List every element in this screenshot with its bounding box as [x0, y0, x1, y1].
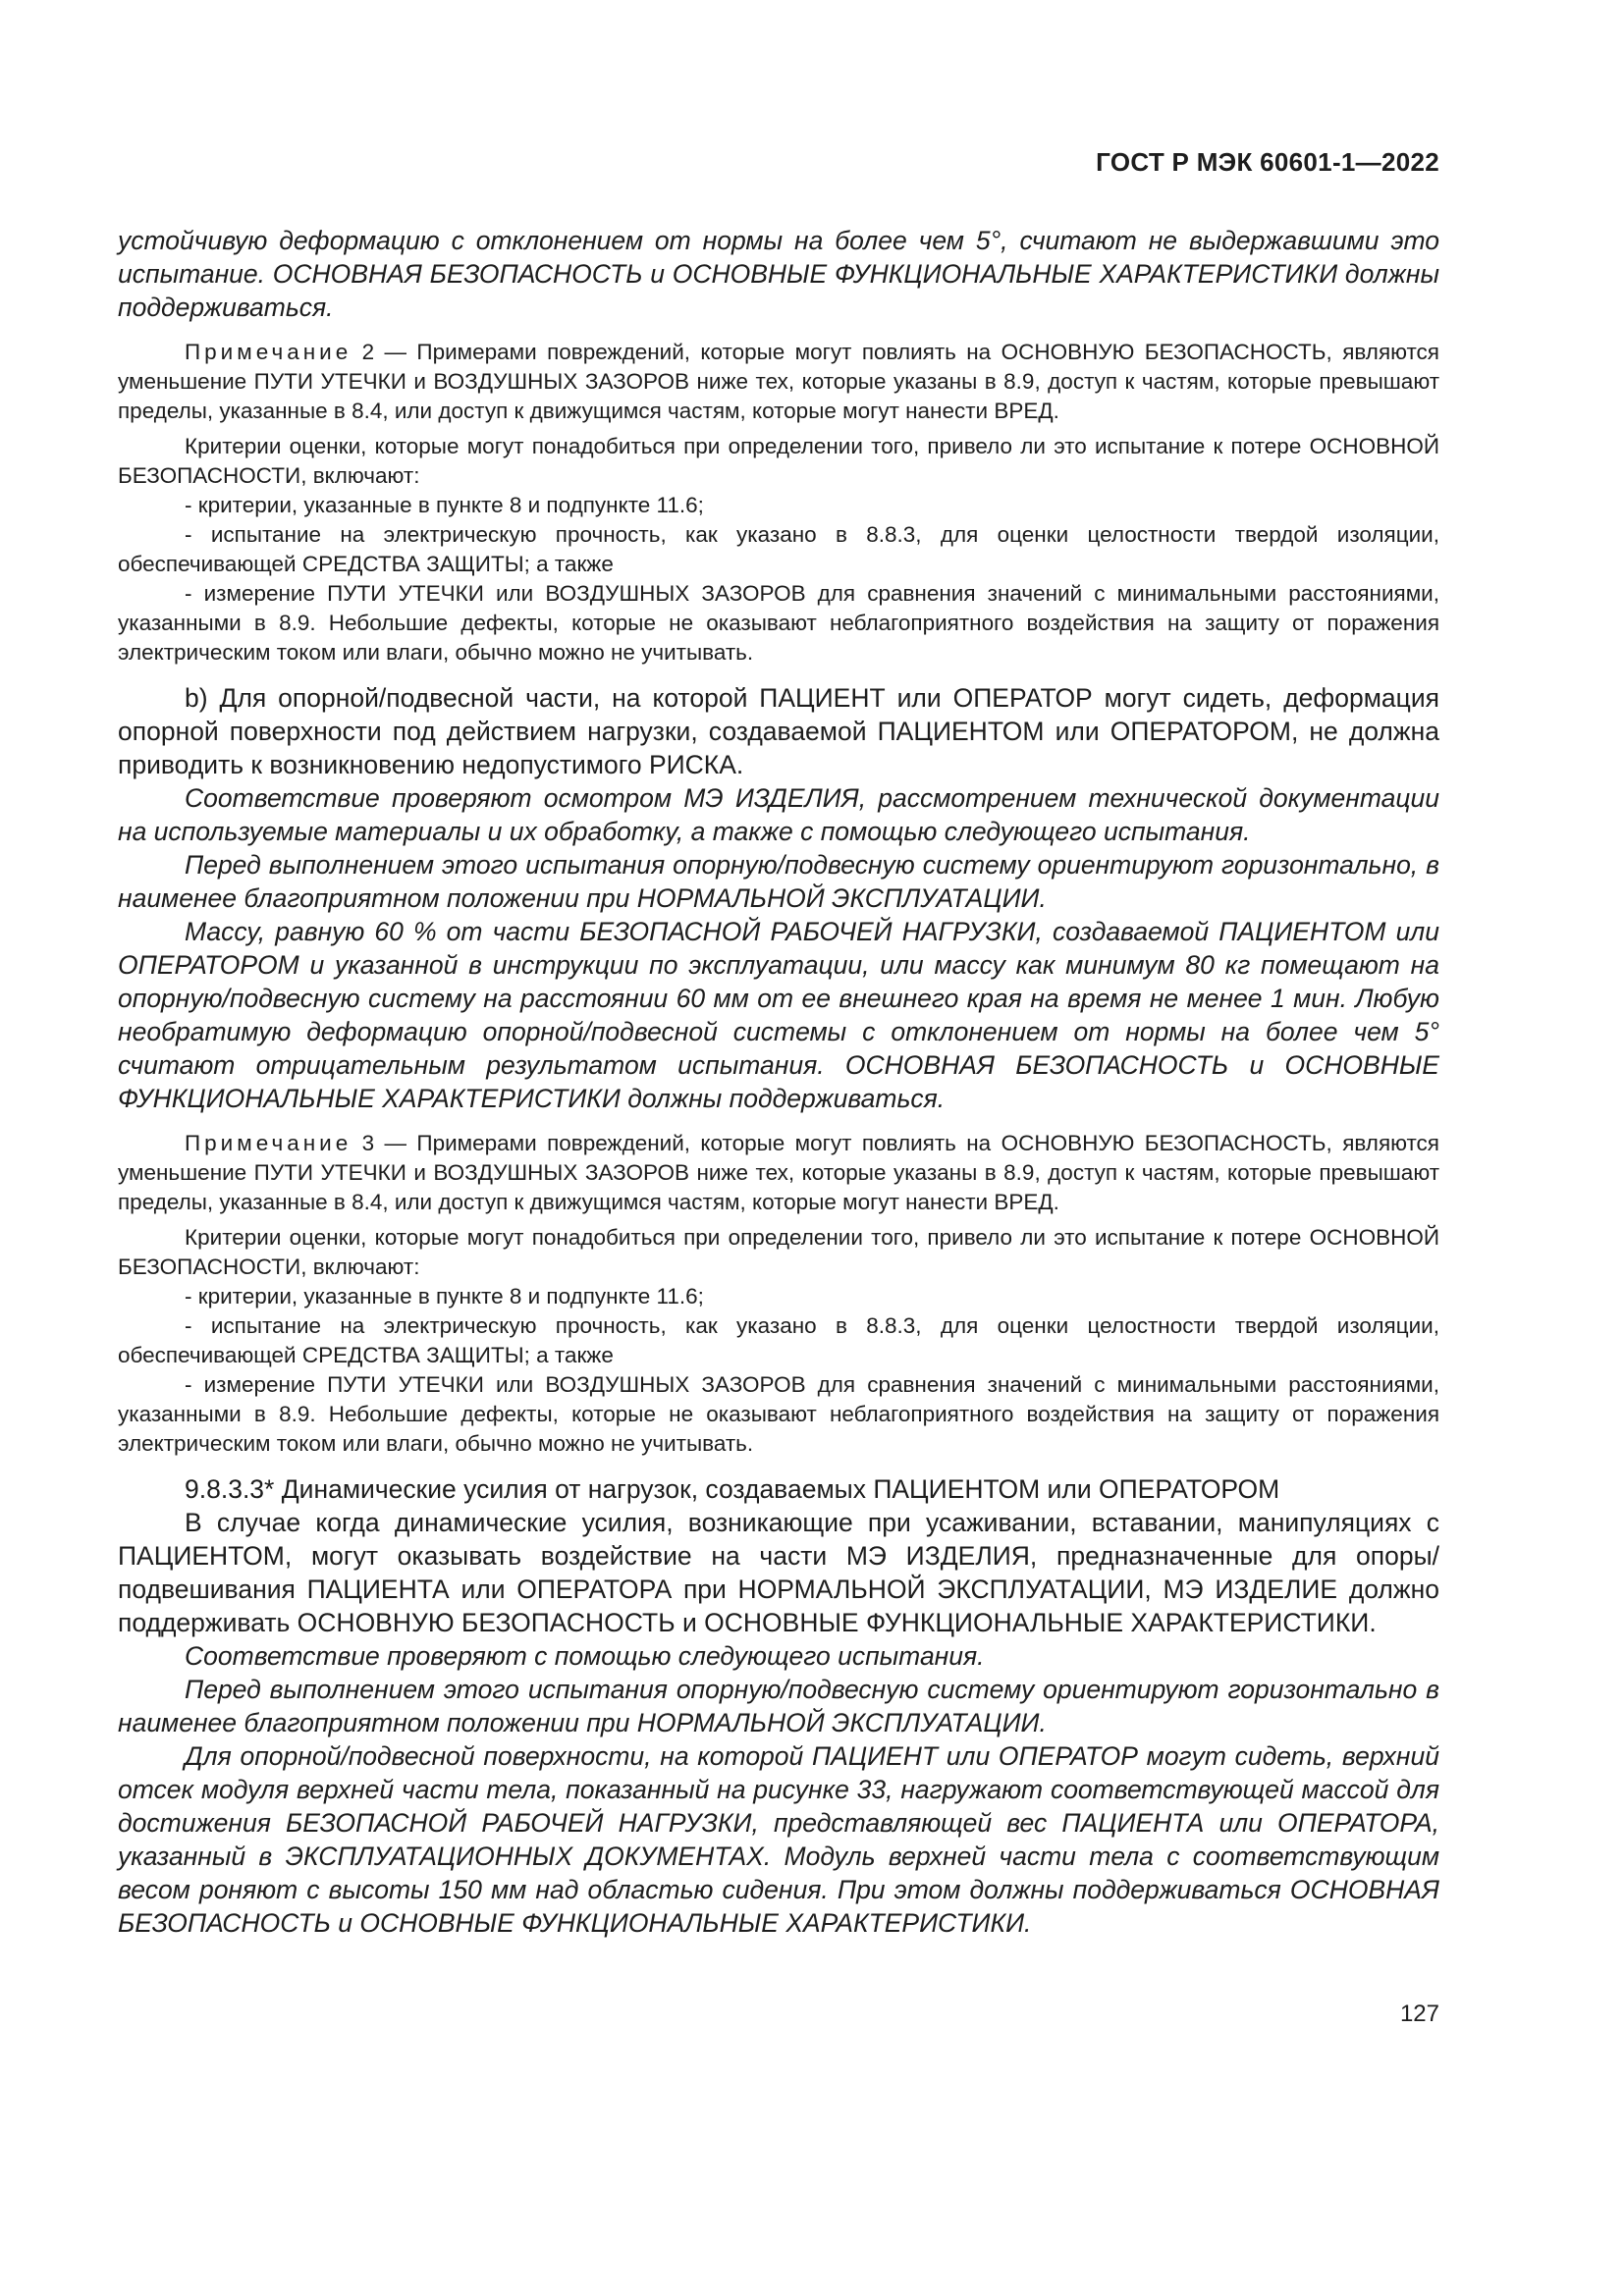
- paragraph: b) Для опорной/подвесной части, на которой ПАЦИЕНТ или ОПЕРАТОР могут сидеть, деформация опорной поверхности под действием нагрузки, создаваемой ПАЦИЕНТОМ или ОПЕРАТОРОМ, не должна приводить к возникновению недопустимого РИСКА.: [118, 683, 1439, 779]
- paragraph: [118, 1129, 1439, 1217]
- paragraph: Критерии оценки, которые могут понадобиться при определении того, привело ли это испытание к потере ОСНОВНОЙ БЕЗОПАСНОСТИ, включают:: [118, 1225, 1439, 1279]
- paragraph: - критерии, указанные в пункте 8 и подпункте 11.6;: [185, 493, 704, 517]
- note-label: Примечание: [185, 340, 352, 364]
- page-body: [118, 224, 1439, 1940]
- paragraph: Перед выполнением этого испытания опорную/подвесную систему ориентируют горизонтально, в наименее благоприятном положении при НОРМАЛЬНОЙ ЭКСПЛУАТАЦИИ.: [118, 850, 1439, 913]
- paragraph: В случае когда динамические усилия, возникающие при усаживании, вставании, манипуляциях с ПАЦИЕНТОМ, могут оказывать воздействие на части МЭ ИЗДЕЛИЯ, предназначенные для опоры/подвешивания ПАЦИЕНТА или ОПЕРАТОРА при НОРМАЛЬНОЙ ЭКСПЛУАТАЦИИ, МЭ ИЗДЕЛИЕ должно поддерживать ОСНОВНУЮ БЕЗОПАСНОСТЬ и ОСНОВНЫЕ ФУНКЦИОНАЛЬНЫЕ ХАРАКТЕРИСТИКИ.: [118, 1508, 1439, 1637]
- paragraph: Критерии оценки, которые могут понадобиться при определении того, привело ли это испытание к потере ОСНОВНОЙ БЕЗОПАСНОСТИ, включают:: [118, 434, 1439, 488]
- page-header-standard: ГОСТ Р МЭК 60601-1—2022: [1096, 147, 1439, 177]
- paragraph: - критерии, указанные в пункте 8 и подпункте 11.6;: [185, 1284, 704, 1308]
- note-text: 3 — Примерами повреждений, которые могут повлиять на ОСНОВНУЮ БЕЗОПАСНОСТЬ, являются уменьшение ПУТИ УТЕЧКИ и ВОЗДУШНЫХ ЗАЗОРОВ ниже тех, которые указаны в 8.9, доступ к частям, которые превышают пределы, указанные в 8.4, или доступ к движущимся частям, которые могут нанести ВРЕД.: [118, 1131, 1439, 1214]
- note-label: Примечание: [185, 1131, 352, 1155]
- paragraph: Массу, равную 60 % от части БЕЗОПАСНОЙ РАБОЧЕЙ НАГРУЗКИ, создаваемой ПАЦИЕНТОМ или ОПЕРАТОРОМ и указанной в инструкции по эксплуатации, или массу как минимум 80 кг помещают на опорную/подвесную систему на расстоянии 60 мм от ее внешнего края на время не менее 1 мин. Любую необратимую деформацию опорной/подвесной системы с отклонением от нормы на более чем 5° считают отрицательным результатом испытания. ОСНОВНАЯ БЕЗОПАСНОСТЬ и ОСНОВНЫЕ ФУНКЦИОНАЛЬНЫЕ ХАРАКТЕРИСТИКИ должны поддерживаться.: [118, 917, 1439, 1113]
- paragraph: - измерение ПУТИ УТЕЧКИ или ВОЗДУШНЫХ ЗАЗОРОВ для сравнения значений с минимальными расстояниями, указанными в 8.9. Небольшие дефекты, которые не оказывают неблагоприятного воздействия на защиту от поражения электрическим током или влаги, обычно можно не учитывать.: [118, 1372, 1439, 1456]
- paragraph: - испытание на электрическую прочность, как указано в 8.8.3, для оценки целостности твердой изоляции, обеспечивающей СРЕДСТВА ЗАЩИТЫ; а также: [118, 1313, 1439, 1367]
- page-number: 127: [1399, 2001, 1439, 2027]
- paragraph: Для опорной/подвесной поверхности, на которой ПАЦИЕНТ или ОПЕРАТОР могут сидеть, верхний отсек модуля верхней части тела, показанный на рисунке 33, нагружают соответствующей массой для достижения БЕЗОПАСНОЙ РАБОЧЕЙ НАГРУЗКИ, представляющей вес ПАЦИЕНТА или ОПЕРАТОРА, указанный в ЭКСПЛУАТАЦИОННЫХ ДОКУМЕНТАХ. Модуль верхней части тела с соответствующим весом роняют с высоты 150 мм над областью сидения. При этом должны поддерживаться ОСНОВНАЯ БЕЗОПАСНОСТЬ и ОСНОВНЫЕ ФУНКЦИОНАЛЬНЫЕ ХАРАКТЕРИСТИКИ.: [118, 1741, 1439, 1938]
- paragraph: устойчивую деформацию с отклонением от нормы на более чем 5°, считают не выдержавшими это испытание. ОСНОВНАЯ БЕЗОПАСНОСТЬ и ОСНОВНЫЕ ФУНКЦИОНАЛЬНЫЕ ХАРАКТЕРИСТИКИ должны поддерживаться.: [118, 226, 1439, 322]
- paragraph: Перед выполнением этого испытания опорную/подвесную систему ориентируют горизонтально в наименее благоприятном положении при НОРМАЛЬНОЙ ЭКСПЛУАТАЦИИ.: [118, 1675, 1439, 1737]
- paragraph: 9.8.3.3* Динамические усилия от нагрузок, создаваемых ПАЦИЕНТОМ или ОПЕРАТОРОМ: [185, 1474, 1280, 1504]
- paragraph: Соответствие проверяют с помощью следующего испытания.: [185, 1641, 985, 1671]
- paragraph: [118, 338, 1439, 426]
- paragraph: - испытание на электрическую прочность, как указано в 8.8.3, для оценки целостности твердой изоляции, обеспечивающей СРЕДСТВА ЗАЩИТЫ; а также: [118, 522, 1439, 576]
- paragraph: - измерение ПУТИ УТЕЧКИ или ВОЗДУШНЫХ ЗАЗОРОВ для сравнения значений с минимальными расстояниями, указанными в 8.9. Небольшие дефекты, которые не оказывают неблагоприятного воздействия на защиту от поражения электрическим током или влаги, обычно можно не учитывать.: [118, 581, 1439, 665]
- paragraph: Соответствие проверяют осмотром МЭ ИЗДЕЛИЯ, рассмотрением технической документации на используемые материалы и их обработку, а также с помощью следующего испытания.: [118, 783, 1439, 846]
- note-text: 2 — Примерами повреждений, которые могут повлиять на ОСНОВНУЮ БЕЗОПАСНОСТЬ, являются уменьшение ПУТИ УТЕЧКИ и ВОЗДУШНЫХ ЗАЗОРОВ ниже тех, которые указаны в 8.9, доступ к частям, которые превышают пределы, указанные в 8.4, или доступ к движущимся частям, которые могут нанести ВРЕД.: [118, 340, 1439, 423]
